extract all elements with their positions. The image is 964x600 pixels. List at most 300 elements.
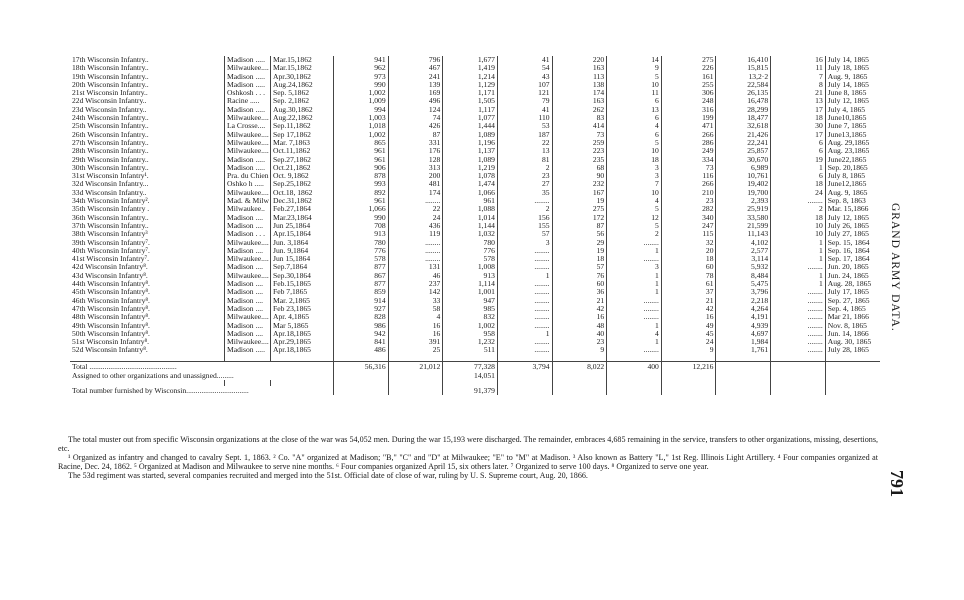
assigned-row bbox=[70, 371, 880, 380]
table-cell: 41 bbox=[497, 106, 552, 114]
table-cell: 1,196 bbox=[443, 139, 498, 147]
table-cell: Mar 21, 1866 bbox=[827, 313, 869, 322]
table-row bbox=[70, 305, 880, 313]
table-cell: 962 bbox=[334, 64, 389, 72]
table-cell: June12,1865 bbox=[827, 180, 867, 189]
table-row bbox=[70, 330, 880, 338]
table-cell: 913 bbox=[334, 230, 389, 238]
table-cell: 1,089 bbox=[443, 156, 498, 164]
regiment-name: 19th Wisconsin Infantry.. bbox=[70, 73, 225, 81]
table-cell: Milwaukee.... bbox=[225, 272, 271, 280]
table-cell: 6 bbox=[607, 131, 662, 139]
table-cell: 21,426 bbox=[716, 131, 771, 139]
table-cell: 10 bbox=[607, 189, 662, 197]
table-cell: Sep. 17, 1864 bbox=[827, 255, 870, 264]
table-cell: 139 bbox=[388, 81, 443, 89]
table-cell: 1,219 bbox=[443, 164, 498, 172]
table-cell bbox=[388, 371, 443, 380]
table-row bbox=[70, 322, 880, 330]
table-cell: ........ bbox=[607, 239, 662, 247]
table-cell: ........ bbox=[497, 197, 552, 205]
table-row bbox=[70, 280, 880, 288]
table-cell: 391 bbox=[388, 338, 443, 346]
table-cell: 780 bbox=[443, 239, 498, 247]
table-cell: 832 bbox=[443, 313, 498, 321]
regiment-name: 27th Wisconsin Infantry.. bbox=[70, 139, 225, 147]
table-cell: July 26, 1865 bbox=[827, 221, 869, 230]
table-cell: 21 bbox=[771, 89, 826, 97]
table-cell: 131 bbox=[388, 263, 443, 271]
table-cell: 313 bbox=[388, 164, 443, 172]
table-cell: Madison ..... bbox=[225, 164, 271, 172]
table-cell: Oct.18, 1862 bbox=[271, 189, 334, 197]
table-cell: Milwaukee.... bbox=[225, 338, 271, 346]
table-cell: 40 bbox=[552, 330, 607, 338]
table-cell: 11 bbox=[771, 64, 826, 72]
table-cell bbox=[607, 386, 662, 395]
table-cell bbox=[607, 371, 662, 380]
total-label: Total .............................................. bbox=[70, 361, 334, 371]
table-cell: 1,474 bbox=[443, 180, 498, 188]
table-cell: 5 bbox=[607, 139, 662, 147]
table-cell: 235 bbox=[552, 156, 607, 164]
table-cell: 1,505 bbox=[443, 97, 498, 105]
table-cell: 60 bbox=[661, 263, 716, 271]
table-row bbox=[70, 180, 880, 188]
table-cell bbox=[497, 386, 552, 395]
table-cell: 17 bbox=[771, 131, 826, 139]
table-cell: 331 bbox=[388, 139, 443, 147]
table-cell: 1 bbox=[771, 164, 826, 172]
table-cell: 993 bbox=[334, 180, 389, 188]
table-cell: 4 bbox=[607, 122, 662, 130]
table-cell: June 8, 1865 bbox=[827, 89, 867, 98]
table-cell: Madison ..... bbox=[225, 56, 271, 64]
table-cell: Madison .... bbox=[225, 222, 271, 230]
table-cell: ........ bbox=[607, 297, 662, 305]
table-cell: 1,066 bbox=[443, 189, 498, 197]
table-row bbox=[70, 222, 880, 230]
table-cell: 1 bbox=[607, 272, 662, 280]
table-cell: 187 bbox=[497, 131, 552, 139]
table-cell: 61 bbox=[661, 280, 716, 288]
table-cell: Sep.11,1862 bbox=[271, 122, 334, 130]
table-cell: 4,264 bbox=[716, 305, 771, 313]
table-cell: 26,135 bbox=[716, 89, 771, 97]
table-cell: Milwaukee.. bbox=[225, 205, 271, 213]
table-cell: 19 bbox=[552, 247, 607, 255]
table-cell: 83 bbox=[552, 114, 607, 122]
table-cell: 11,143 bbox=[716, 230, 771, 238]
table-cell: 1,089 bbox=[443, 131, 498, 139]
table-cell: 9 bbox=[552, 346, 607, 354]
table-cell: July 4, 1865 bbox=[827, 105, 866, 114]
table-cell: 48 bbox=[552, 322, 607, 330]
table-cell: 172 bbox=[552, 214, 607, 222]
table-cell: Madison ..... bbox=[225, 156, 271, 164]
table-cell: 1,008 bbox=[443, 263, 498, 271]
table-cell: July 14, 1865 bbox=[827, 80, 869, 89]
table-cell: Madison .... bbox=[225, 247, 271, 255]
table-cell: 237 bbox=[388, 280, 443, 288]
table-cell: 1,171 bbox=[443, 89, 498, 97]
table-cell: Milwaukee.... bbox=[225, 64, 271, 72]
table-cell: Racine ..... bbox=[225, 97, 271, 105]
regiment-name: 37th Wisconsin Infantry.. bbox=[70, 222, 225, 230]
table-cell: 54 bbox=[497, 64, 552, 72]
table-cell: 248 bbox=[661, 97, 716, 105]
table-cell: ........ bbox=[607, 255, 662, 263]
table-cell: 21 bbox=[661, 297, 716, 305]
table-cell: Jun. 9,1864 bbox=[271, 247, 334, 255]
table-cell: 3,796 bbox=[716, 288, 771, 296]
table-row bbox=[70, 297, 880, 305]
table-cell: Madison .... bbox=[225, 280, 271, 288]
table-cell: 1,002 bbox=[334, 131, 389, 139]
table-cell: 578 bbox=[443, 255, 498, 263]
table-cell: 776 bbox=[334, 247, 389, 255]
table-cell: July 12, 1865 bbox=[827, 97, 869, 106]
table-cell: Aug. 9, 1865 bbox=[827, 72, 868, 81]
table-cell: Madison .... bbox=[225, 330, 271, 338]
table-cell: Sep. 2,1862 bbox=[271, 97, 334, 105]
table-cell: 3,114 bbox=[716, 255, 771, 263]
table-cell: ........ bbox=[607, 313, 662, 321]
table-cell: 5 bbox=[607, 73, 662, 81]
table-cell: 15,815 bbox=[716, 64, 771, 72]
table-row bbox=[70, 214, 880, 222]
table-cell bbox=[825, 371, 880, 380]
table-cell: Mar.15,1862 bbox=[271, 56, 334, 64]
table-cell bbox=[497, 371, 552, 380]
table-cell: 58 bbox=[388, 305, 443, 313]
table-cell bbox=[771, 361, 826, 371]
table-cell: Sep.30,1864 bbox=[271, 272, 334, 280]
table-cell: Pra. du Chien bbox=[225, 172, 271, 180]
table-row bbox=[70, 97, 880, 105]
table-cell: Mar. 15,1866 bbox=[827, 205, 869, 214]
table-cell: 990 bbox=[334, 81, 389, 89]
table-cell: Jun 15,1864 bbox=[271, 255, 334, 263]
table-cell: 113 bbox=[552, 73, 607, 81]
table-cell: 22,241 bbox=[716, 139, 771, 147]
table-cell: 13 bbox=[607, 106, 662, 114]
table-row bbox=[70, 106, 880, 114]
table-cell: 81 bbox=[497, 156, 552, 164]
table-cell: 18 bbox=[552, 255, 607, 263]
table-cell: ........ bbox=[607, 346, 662, 354]
table-cell: 73 bbox=[661, 164, 716, 172]
furnished-label: Total number furnished by Wisconsin................................. bbox=[70, 386, 334, 395]
table-cell: 4 bbox=[388, 313, 443, 321]
table-cell: 9 bbox=[661, 346, 716, 354]
assigned-label: Assigned to other organizations and unassigned......... bbox=[70, 371, 334, 380]
table-cell: 481 bbox=[388, 180, 443, 188]
table-cell: 426 bbox=[388, 122, 443, 130]
table-cell: 17 bbox=[771, 106, 826, 114]
table-cell: 973 bbox=[334, 73, 389, 81]
regiment-name: 35th Wisconsin Infantry . bbox=[70, 205, 225, 213]
table-cell: ........ bbox=[388, 197, 443, 205]
table-cell: ........ bbox=[771, 263, 826, 271]
table-cell: ........ bbox=[497, 263, 552, 271]
table-cell: 1 bbox=[497, 330, 552, 338]
table-cell: 1,002 bbox=[443, 322, 498, 330]
table-cell bbox=[334, 386, 389, 395]
table-row bbox=[70, 205, 880, 213]
footnote-muster: The total muster out from specific Wisconsin organizations at the close of the war was 54,052 men. During the war 15,193 were discharged. The remainder, embraces 4,685 remaining in the service, transfers to other organizations, missing, desertions, etc. bbox=[58, 435, 879, 453]
table-row bbox=[70, 73, 880, 81]
table-cell: Aug. 23,1865 bbox=[827, 147, 870, 156]
table-cell: Aug. 30, 1865 bbox=[827, 338, 872, 347]
total-value: 400 bbox=[607, 361, 662, 371]
table-cell: 6 bbox=[771, 172, 826, 180]
table-cell: Milwaukee.... bbox=[225, 147, 271, 155]
table-cell: 35 bbox=[497, 189, 552, 197]
table-cell: Madison .... bbox=[225, 263, 271, 271]
table-cell: Sep. 4, 1865 bbox=[827, 304, 866, 313]
table-cell: 30,670 bbox=[716, 156, 771, 164]
table-cell: 16 bbox=[388, 330, 443, 338]
table-cell: 19,402 bbox=[716, 180, 771, 188]
regiment-name: 39th Wisconsin Infantry⁷. bbox=[70, 239, 225, 247]
table-cell: 1,419 bbox=[443, 64, 498, 72]
table-cell: 255 bbox=[661, 81, 716, 89]
table-cell: 828 bbox=[334, 313, 389, 321]
table-cell: 1,014 bbox=[443, 214, 498, 222]
table-row bbox=[70, 81, 880, 89]
regiment-name: 47th Wisconsin Infantry⁸. bbox=[70, 305, 225, 313]
table-cell: 18 bbox=[771, 114, 826, 122]
table-cell: 1,144 bbox=[443, 222, 498, 230]
total-value: 56,316 bbox=[334, 361, 389, 371]
table-cell: Madison .... bbox=[225, 288, 271, 296]
table-cell: 23 bbox=[661, 197, 716, 205]
table-cell: Sep.27,1862 bbox=[271, 156, 334, 164]
table-cell bbox=[825, 361, 880, 371]
table-cell: 1 bbox=[607, 247, 662, 255]
table-cell: Feb.15,1865 bbox=[271, 280, 334, 288]
table-cell: 6 bbox=[607, 97, 662, 105]
table-cell: 1,232 bbox=[443, 338, 498, 346]
table-cell: 947 bbox=[443, 297, 498, 305]
table-cell: 8,484 bbox=[716, 272, 771, 280]
table-cell: 18,477 bbox=[716, 114, 771, 122]
regiment-name: 50th Wisconsin Infantry⁸. bbox=[70, 330, 225, 338]
table-cell: 4,939 bbox=[716, 322, 771, 330]
regiment-table bbox=[70, 56, 880, 395]
table-cell: July 18, 1865 bbox=[827, 64, 869, 73]
table-cell: 1,088 bbox=[443, 205, 498, 213]
table-cell: ........ bbox=[497, 322, 552, 330]
table-cell: 74 bbox=[388, 114, 443, 122]
footnote-53d: The 53d regiment was started, several companies recruited and merged into the 51st. Official date of close of war, ruling by U. S. Supreme court, Aug. 20, 1866. bbox=[68, 470, 588, 480]
table-cell: 6,989 bbox=[716, 164, 771, 172]
table-cell: ........ bbox=[497, 247, 552, 255]
table-cell: 4,191 bbox=[716, 313, 771, 321]
table-cell: 961 bbox=[334, 197, 389, 205]
table-cell: Milwaukee.... bbox=[225, 114, 271, 122]
regiment-name: 49th Wisconsin Infantry⁸. bbox=[70, 322, 225, 330]
table-cell: 841 bbox=[334, 338, 389, 346]
table-cell: 249 bbox=[661, 147, 716, 155]
table-cell: 914 bbox=[334, 297, 389, 305]
table-cell: Sep. 16, 1864 bbox=[827, 246, 870, 255]
table-cell: 958 bbox=[443, 330, 498, 338]
regiment-name: 21st Wisconsin Infantry.. bbox=[70, 89, 225, 97]
table-cell: 259 bbox=[552, 139, 607, 147]
table-cell: 124 bbox=[388, 106, 443, 114]
table-cell: 867 bbox=[334, 272, 389, 280]
table-cell: 780 bbox=[334, 239, 389, 247]
table-cell: 990 bbox=[334, 214, 389, 222]
table-row bbox=[70, 313, 880, 321]
table-cell: 25 bbox=[388, 346, 443, 354]
table-cell: Jun. 24, 1865 bbox=[827, 271, 869, 280]
table-cell: ........ bbox=[771, 197, 826, 205]
table-cell: Aug. 28, 1865 bbox=[827, 280, 872, 289]
table-row bbox=[70, 338, 880, 346]
regiment-name: 41st Wisconsin Infantry⁷. bbox=[70, 255, 225, 263]
table-row bbox=[70, 255, 880, 263]
table-cell: 3 bbox=[607, 172, 662, 180]
table-cell: 1,066 bbox=[334, 205, 389, 213]
table-cell: 4 bbox=[607, 330, 662, 338]
total-value: 21,012 bbox=[388, 361, 443, 371]
table-cell: 36 bbox=[552, 288, 607, 296]
table-cell: 176 bbox=[388, 147, 443, 155]
table-cell: Aug.24,1862 bbox=[271, 81, 334, 89]
table-cell bbox=[825, 386, 880, 395]
table-cell: 9 bbox=[607, 64, 662, 72]
table-row bbox=[70, 114, 880, 122]
table-cell: 110 bbox=[497, 114, 552, 122]
assigned-value: 14,051 bbox=[443, 371, 498, 380]
table-cell: 2,218 bbox=[716, 297, 771, 305]
table-cell: 24 bbox=[771, 189, 826, 197]
table-cell: 266 bbox=[661, 131, 716, 139]
table-row bbox=[70, 239, 880, 247]
table-cell: 19 bbox=[552, 197, 607, 205]
table-cell: 32,618 bbox=[716, 122, 771, 130]
table-cell: Sep. 8, 1863 bbox=[827, 197, 866, 206]
regiment-name: 46th Wisconsin Infantry⁸. bbox=[70, 297, 225, 305]
table-row bbox=[70, 288, 880, 296]
table-cell bbox=[552, 371, 607, 380]
table-cell: La Crosse.... bbox=[225, 122, 271, 130]
table-cell: Apr.30,1862 bbox=[271, 73, 334, 81]
table-cell: 414 bbox=[552, 122, 607, 130]
table-cell: June13,1865 bbox=[827, 130, 867, 139]
table-cell: 1 bbox=[607, 338, 662, 346]
table-cell: 25,919 bbox=[716, 205, 771, 213]
table-cell: Madison ..... bbox=[225, 81, 271, 89]
table-cell: 116 bbox=[661, 172, 716, 180]
table-cell: 210 bbox=[661, 189, 716, 197]
total-value: 12,216 bbox=[661, 361, 716, 371]
table-cell: 5,932 bbox=[716, 263, 771, 271]
table-cell: 877 bbox=[334, 263, 389, 271]
table-cell: 5 bbox=[607, 205, 662, 213]
regiment-name: 25th Wisconsin Infantry.. bbox=[70, 122, 225, 130]
table-cell: 41 bbox=[497, 56, 552, 64]
table-cell: 232 bbox=[552, 180, 607, 188]
table-cell: ........ bbox=[771, 346, 826, 354]
table-cell: 1,677 bbox=[443, 56, 498, 64]
table-cell: 1 bbox=[497, 272, 552, 280]
table-cell: 24 bbox=[661, 338, 716, 346]
table-cell: 19,700 bbox=[716, 189, 771, 197]
page-title: GRAND ARMY DATA. bbox=[889, 203, 901, 332]
table-cell: 2,393 bbox=[716, 197, 771, 205]
table-cell: ........ bbox=[771, 330, 826, 338]
table-cell: ........ bbox=[497, 288, 552, 296]
table-cell: 27 bbox=[497, 180, 552, 188]
table-cell: 79 bbox=[497, 97, 552, 105]
table-cell: 1 bbox=[607, 280, 662, 288]
table-cell: 107 bbox=[497, 81, 552, 89]
table-cell: Madison ..... bbox=[225, 346, 271, 354]
table-cell: Aug. 9, 1865 bbox=[827, 188, 868, 197]
table-cell: Madison .... bbox=[225, 214, 271, 222]
footnotes bbox=[58, 436, 878, 481]
table-cell: 53 bbox=[497, 122, 552, 130]
table-cell: 23 bbox=[497, 172, 552, 180]
table-cell: 1 bbox=[771, 247, 826, 255]
table-row bbox=[70, 156, 880, 164]
table-row bbox=[70, 56, 880, 64]
table-cell: 496 bbox=[388, 97, 443, 105]
table-row bbox=[70, 189, 880, 197]
table-cell: 16 bbox=[771, 56, 826, 64]
table-cell: 155 bbox=[497, 222, 552, 230]
table-cell: Feb.27,1864 bbox=[271, 205, 334, 213]
table-row bbox=[70, 172, 880, 180]
regiment-name: 32d Wisconsin Infantry... bbox=[70, 180, 225, 188]
table-cell: 5,475 bbox=[716, 280, 771, 288]
table-cell: Madison .... bbox=[225, 297, 271, 305]
table-cell: 73 bbox=[552, 131, 607, 139]
table-cell: 10,761 bbox=[716, 172, 771, 180]
table-cell: 1,018 bbox=[334, 122, 389, 130]
table-cell: 20 bbox=[661, 247, 716, 255]
table-cell: Apr.29,1865 bbox=[271, 338, 334, 346]
table-cell: Mar.23,1864 bbox=[271, 214, 334, 222]
table-row bbox=[70, 64, 880, 72]
table-cell: Milwaukee.... bbox=[225, 131, 271, 139]
table-cell: 57 bbox=[497, 230, 552, 238]
table-cell bbox=[771, 371, 826, 380]
regiment-name: 17th Wisconsin Infantry.. bbox=[70, 56, 225, 64]
table-cell: Oct. 9,1862 bbox=[271, 172, 334, 180]
table-cell: 33 bbox=[388, 297, 443, 305]
table-cell: 316 bbox=[661, 106, 716, 114]
table-cell: 275 bbox=[552, 205, 607, 213]
table-cell: 986 bbox=[334, 322, 389, 330]
table-cell: 22 bbox=[497, 139, 552, 147]
table-cell: 16,410 bbox=[716, 56, 771, 64]
table-cell: Feb 23,1865 bbox=[271, 305, 334, 313]
regiment-name: 29th Wisconsin Infantry.. bbox=[70, 156, 225, 164]
table-cell: 262 bbox=[552, 106, 607, 114]
regiment-name: 43d Wisconsin Infantry⁸. bbox=[70, 272, 225, 280]
table-cell: Oshko h ..... bbox=[225, 180, 271, 188]
table-cell: 1 bbox=[771, 239, 826, 247]
regiment-name: 45th Wisconsin Infantry⁸. bbox=[70, 288, 225, 296]
regiment-name: 18th Wisconsin Infantry.. bbox=[70, 64, 225, 72]
table-cell: 275 bbox=[661, 56, 716, 64]
table-cell: 6 bbox=[607, 114, 662, 122]
